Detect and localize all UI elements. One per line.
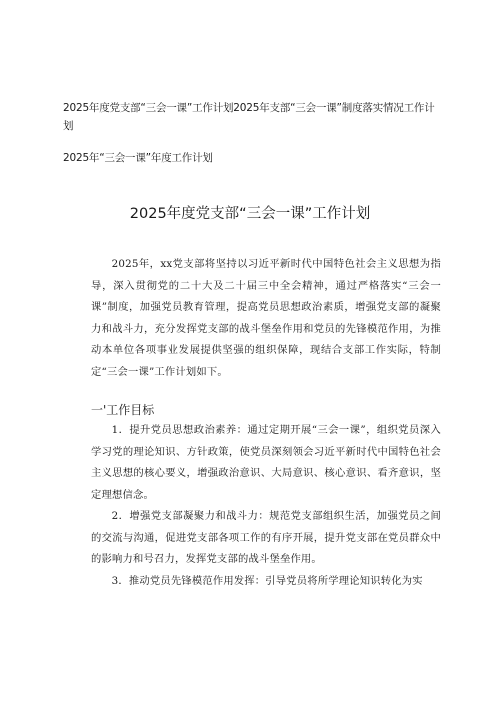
intro-paragraph: 2025年，xx党支部将坚持以习近平新时代中国特色社会主义思想为指导，深入贯彻党的二十大及二十届三中全会精神，通过严格落实“三会一课”制度，加强党员教育管理，提高党员思想政治素质，增强党支部的凝聚力和战斗力，充分发挥党支部的战斗堡垒作用和党员的先锋模范作用，为推动本单位各项事业发展提供坚强的组织保障，现结合支部工作实际，特制定“三会一课”工作计划如下。 [91,258,441,378]
goal-item-3: 3．推动党员先锋模范作用发挥：引导党员将所学理论知识转化为实 [111,574,423,587]
goal-item-2: 2．增强党支部凝聚力和战斗力：规范党支部组织生活，加强党员之间的交流与沟通，促进党支部各项工作的有序开展，提升党支部在党员群众中的影响力和号召力，发挥党支部的战斗堡垒作用。 [91,510,441,565]
header-subtitle: 2025年“三会一课”年度工作计划 [63,152,213,164]
document-title: 2025年度党支部“三会一课”工作计划 [129,206,371,222]
goals-list [91,420,441,592]
goal-item-1: 1．提升党员思想政治素养：通过定期开展“三会一课”，组织党员深入学习党的理论知识、方针政策，使党员深刻领会习近平新时代中国特色社会主义思想的核心要义，增强政治意识、大局意识、核心意识、看齐意识，坚定理想信念。 [91,424,441,501]
header-line-2: 划 [63,120,74,132]
section-heading-goals: 一'工作目标 [91,403,155,417]
header-line-1: 2025年度党支部“三会一课”工作计划2025年支部“三会一课”制度落实情况工作计 [63,102,435,114]
intro-paragraph-block [91,254,441,383]
